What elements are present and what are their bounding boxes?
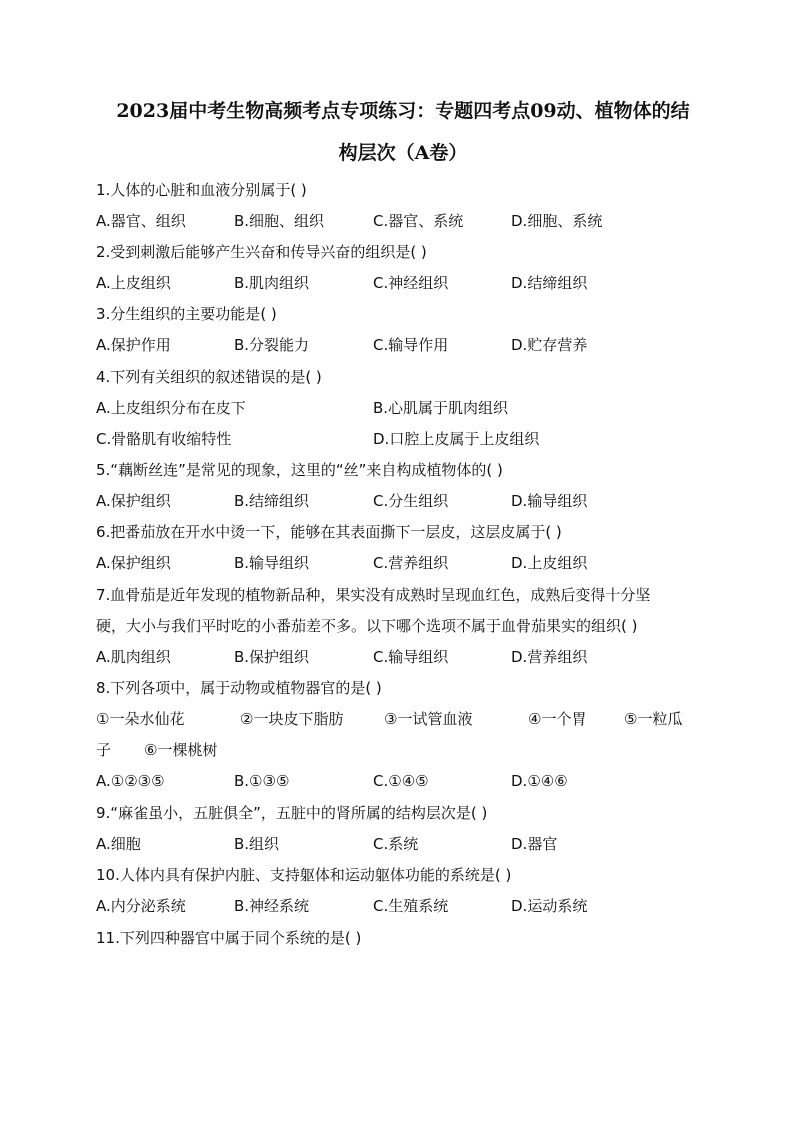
question-5: 5.“藕断丝连”是常见的现象，这里的“丝”来自构成植物体的( ) xyxy=(96,461,503,479)
q9-option-a: A.细胞 xyxy=(96,835,141,853)
q3-option-a: A.保护作用 xyxy=(96,336,171,354)
q8-item-1: ①一朵水仙花 xyxy=(96,710,185,728)
title-line-1: 2023届中考生物高频考点专项练习：专题四考点09动、植物体的结 xyxy=(116,100,690,122)
q9-option-d: D.器官 xyxy=(511,835,558,853)
q4-option-c: C.骨骼肌有收缩特性 xyxy=(96,430,232,448)
q9-option-b: B.组织 xyxy=(234,835,280,853)
q1-option-c: C.器官、系统 xyxy=(373,212,464,230)
q8-item-2: ②一块皮下脂肪 xyxy=(240,710,344,728)
q2-option-c: C.神经组织 xyxy=(373,274,449,292)
q10-option-d: D.运动系统 xyxy=(511,897,588,915)
q3-option-b: B.分裂能力 xyxy=(234,336,310,354)
q8-option-c: C.①④⑤ xyxy=(373,772,429,790)
q1-option-b: B.细胞、组织 xyxy=(234,212,325,230)
q8-item-3: ③一试管血液 xyxy=(384,710,473,728)
q5-option-d: D.输导组织 xyxy=(511,492,588,510)
question-2: 2.受到刺激后能够产生兴奋和传导兴奋的组织是( ) xyxy=(96,243,427,261)
question-7-line-2: 硬，大小与我们平时吃的小番茄差不多。以下哪个选项不属于血骨茄果实的组织( ) xyxy=(96,617,638,635)
q8-item-5: ⑤一粒瓜 xyxy=(624,710,683,728)
q8-option-d: D.①④⑥ xyxy=(511,772,568,790)
q4-option-a: A.上皮组织分布在皮下 xyxy=(96,399,246,417)
q2-option-b: B.肌肉组织 xyxy=(234,274,310,292)
question-4: 4.下列有关组织的叙述错误的是( ) xyxy=(96,368,322,386)
question-6: 6.把番茄放在开水中烫一下，能够在其表面撕下一层皮，这层皮属于( ) xyxy=(96,523,562,541)
q6-option-a: A.保护组织 xyxy=(96,554,171,572)
question-9: 9.“麻雀虽小，五脏俱全”，五脏中的肾所属的结构层次是( ) xyxy=(96,804,488,822)
q8-item-4: ④一个胃 xyxy=(528,710,587,728)
q7-option-a: A.肌肉组织 xyxy=(96,648,171,666)
question-10: 10.人体内具有保护内脏、支持躯体和运动躯体功能的系统是( ) xyxy=(96,866,512,884)
q1-option-d: D.细胞、系统 xyxy=(511,212,603,230)
q10-option-c: C.生殖系统 xyxy=(373,897,449,915)
q7-option-d: D.营养组织 xyxy=(511,648,588,666)
q8-item-6: ⑥一棵桃树 xyxy=(144,741,218,759)
q7-option-b: B.保护组织 xyxy=(234,648,310,666)
q5-option-c: C.分生组织 xyxy=(373,492,449,510)
q10-option-b: B.神经系统 xyxy=(234,897,310,915)
q10-option-a: A.内分泌系统 xyxy=(96,897,186,915)
q8-option-a: A.①②③⑤ xyxy=(96,772,165,790)
q8-option-b: B.①③⑤ xyxy=(234,772,290,790)
q2-option-d: D.结缔组织 xyxy=(511,274,588,292)
question-1: 1.人体的心脏和血液分别属于( ) xyxy=(96,181,307,199)
q2-option-a: A.上皮组织 xyxy=(96,274,171,292)
q6-option-c: C.营养组织 xyxy=(373,554,449,572)
q3-option-d: D.贮存营养 xyxy=(511,336,588,354)
q5-option-a: A.保护组织 xyxy=(96,492,171,510)
title-line-2: 构层次（A卷） xyxy=(338,142,468,164)
question-11: 11.下列四种器官中属于同个系统的是( ) xyxy=(96,929,362,947)
q1-option-a: A.器官、组织 xyxy=(96,212,186,230)
question-7-line-1: 7.血骨茄是近年发现的植物新品种，果实没有成熟时呈现血红色，成熟后变得十分坚 xyxy=(96,586,651,604)
q6-option-d: D.上皮组织 xyxy=(511,554,588,572)
q3-option-c: C.输导作用 xyxy=(373,336,449,354)
q7-option-c: C.输导组织 xyxy=(373,648,449,666)
q6-option-b: B.输导组织 xyxy=(234,554,310,572)
q4-option-b: B.心肌属于肌肉组织 xyxy=(373,399,509,417)
q5-option-b: B.结缔组织 xyxy=(234,492,310,510)
question-8: 8.下列各项中，属于动物或植物器官的是( ) xyxy=(96,679,382,697)
q8-item-5-cont: 子 xyxy=(96,741,112,759)
q9-option-c: C.系统 xyxy=(373,835,419,853)
question-3: 3.分生组织的主要功能是( ) xyxy=(96,305,277,323)
q4-option-d: D.口腔上皮属于上皮组织 xyxy=(373,430,540,448)
